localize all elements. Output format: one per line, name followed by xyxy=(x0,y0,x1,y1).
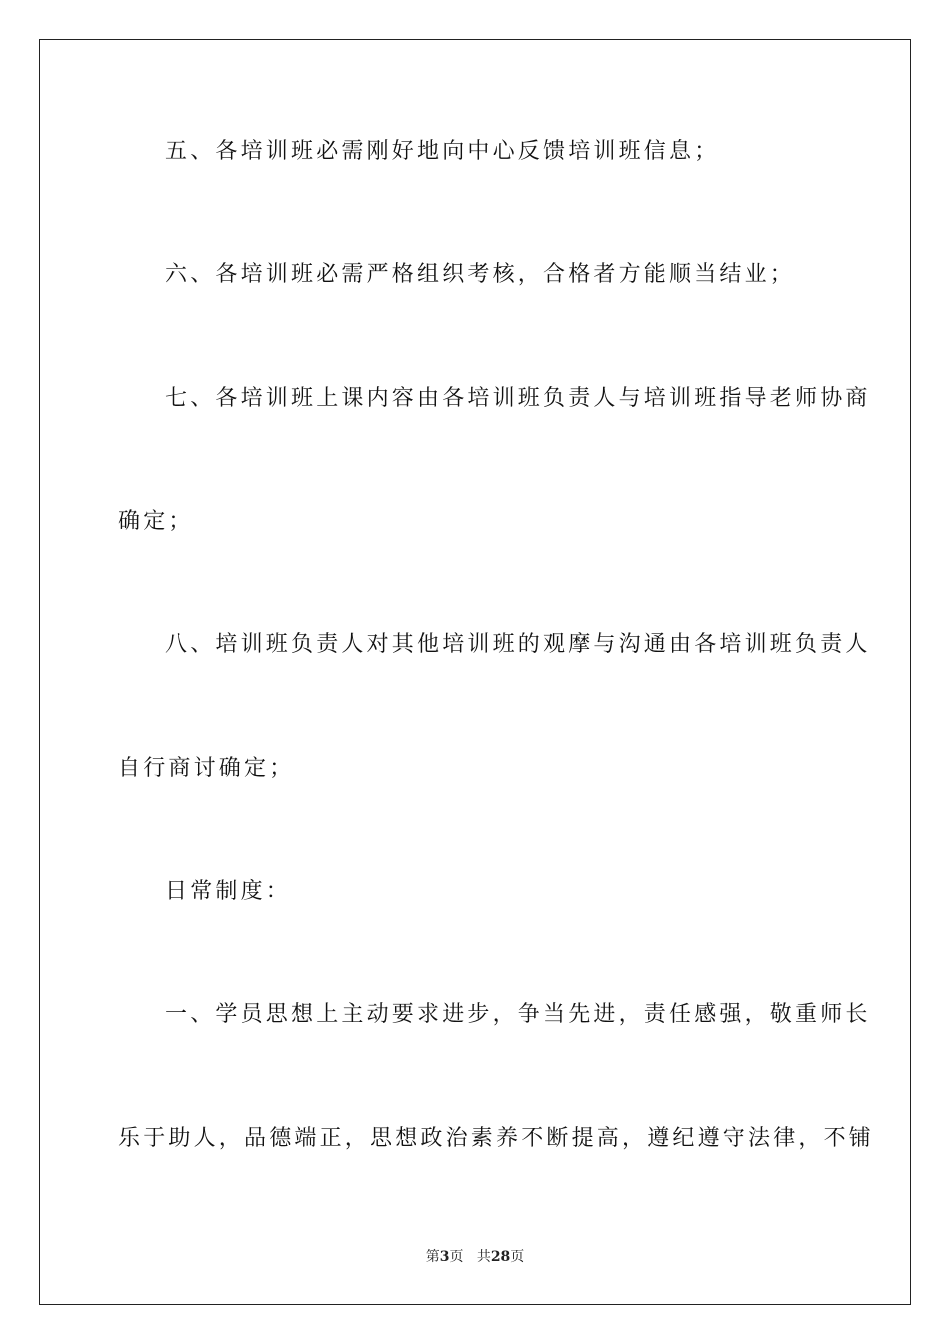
paragraph-line-8-cont: 自行商讨确定； xyxy=(118,756,295,781)
paragraph-line-6: 六、各培训班必需严格组织考核，合格者方能顺当结业； xyxy=(165,262,796,287)
section-heading-daily-rules: 日常制度： xyxy=(165,879,292,904)
footer-page-prefix: 第 xyxy=(425,1249,440,1265)
footer-total-prefix: 共 xyxy=(476,1249,491,1265)
page-border xyxy=(39,39,911,1305)
footer-total-suffix: 页 xyxy=(510,1249,525,1265)
footer-total-number: 28 xyxy=(490,1249,511,1265)
paragraph-line-5: 五、各培训班必需刚好地向中心反馈培训班信息； xyxy=(165,139,720,164)
paragraph-line-1-cont: 乐于助人，品德端正，思想政治素养不断提高，遵纪遵守法律，不铺 xyxy=(118,1126,875,1151)
paragraph-line-1: 一、学员思想上主动要求进步，争当先进，责任感强，敬重师长 xyxy=(165,1002,871,1027)
page-footer xyxy=(0,1246,950,1266)
paragraph-line-8: 八、培训班负责人对其他培训班的观摩与沟通由各培训班负责人 xyxy=(165,632,871,657)
paragraph-line-7-cont: 确定； xyxy=(118,509,194,534)
footer-page-suffix: 页 xyxy=(449,1249,464,1265)
paragraph-line-7: 七、各培训班上课内容由各培训班负责人与培训班指导老师协商 xyxy=(165,386,871,411)
footer-page-number: 3 xyxy=(439,1249,450,1265)
